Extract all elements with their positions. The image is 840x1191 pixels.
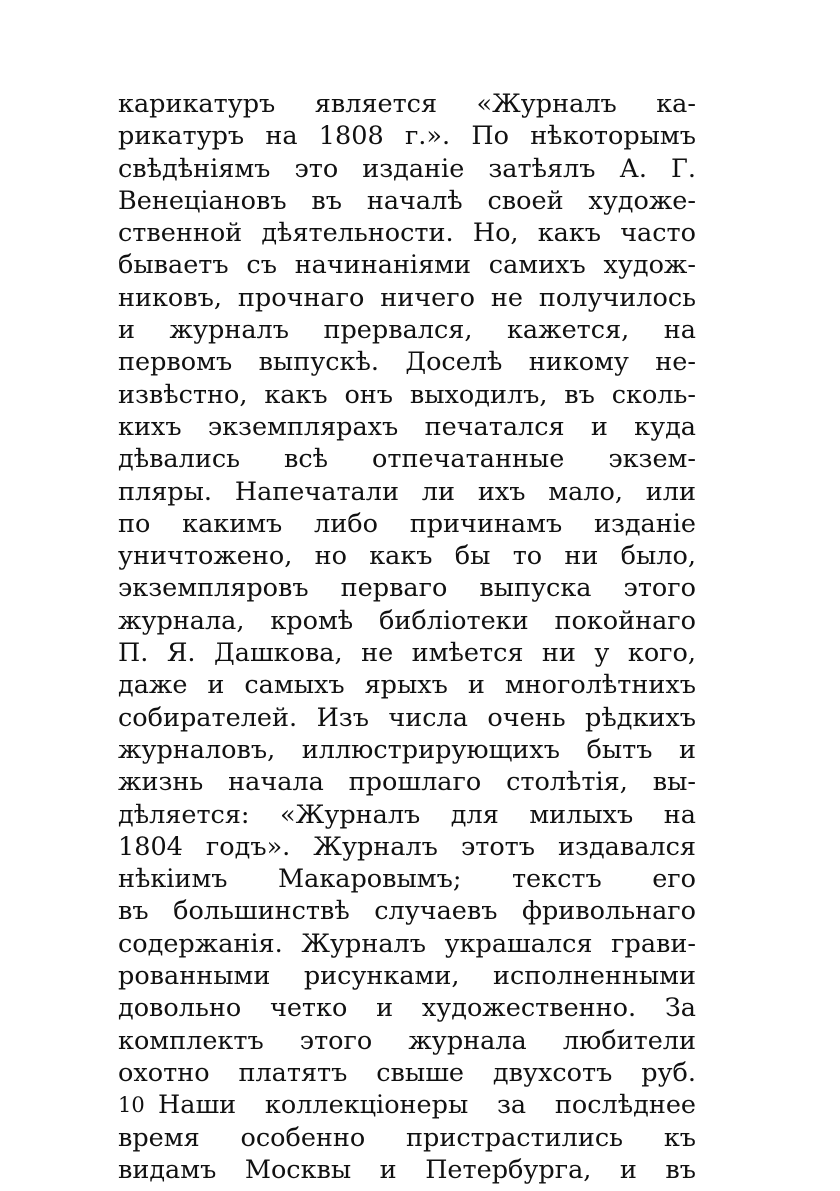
text-line: даже и самыхъ ярыхъ и многолѣтнихъ [118,670,696,701]
text-line: содержанія. Журналъ украшался грави- [118,928,696,959]
text-line: довольно четко и художественно. За [118,993,696,1024]
text-line: журнала, кромѣ библіотеки покойнаго [118,605,696,636]
text-line: собирателей. Изъ числа очень рѣдкихъ [118,702,696,733]
text-line: журналовъ, иллюстрирующихъ бытъ и [118,734,696,765]
page-number: 10 [118,1093,145,1117]
text-line: по какимъ либо причинамъ изданіе [118,508,696,539]
text-line: нѣкіимъ Макаровымъ; текстъ его [118,864,696,895]
text-line-paragraph-start: Наши коллекціонеры за послѣднее [158,1090,696,1121]
text-line: извѣстно, какъ онъ выходилъ, въ сколь- [118,379,696,410]
text-line: бываетъ съ начинаніями самихъ худож- [118,250,696,281]
text-line: первомъ выпускѣ. Доселѣ никому не- [118,347,696,378]
text-line: 1804 годъ». Журналъ этотъ издавался [118,831,696,862]
text-line: видамъ Москвы и Петербурга, и въ [118,1154,696,1185]
text-line: пляры. Напечатали ли ихъ мало, или [118,476,696,507]
text-line: комплектъ этого журнала любители [118,1025,696,1056]
text-line: кихъ экземплярахъ печатался и куда [118,411,696,442]
text-line: свѣдѣніямъ это изданіе затѣялъ А. Г. [118,153,696,184]
text-line: и журналъ прервался, кажется, на [118,315,696,346]
text-line: дѣвались всѣ отпечатанные экзем- [118,444,696,475]
text-line: рикатуръ на 1808 г.». По нѣкоторымъ [118,121,696,152]
text-line: уничтожено, но какъ бы то ни было, [118,541,696,572]
text-line: Венеціановъ въ началѣ своей художе- [118,185,696,216]
text-line: карикатуръ является «Журналъ ка- [118,89,696,119]
text-line: экземпляровъ перваго выпуска этого [118,573,696,604]
text-line: ственной дѣятельности. Но, какъ часто [118,218,696,249]
body-text [118,88,696,1186]
text-line: жизнь начала прошлаго столѣтія, вы- [118,767,696,798]
text-line: дѣляется: «Журналъ для милыхъ на [118,799,696,830]
text-line: рованными рисунками, исполненными [118,961,696,992]
text-line: въ большинствѣ случаевъ фривольнаго [118,896,696,927]
text-line: никовъ, прочнаго ничего не получилось [118,282,696,313]
text-line: П. Я. Дашкова, не имѣется ни у кого, [118,638,696,669]
text-line: охотно платятъ свыше двухсотъ руб. [118,1057,696,1088]
text-line: время особенно пристрастились къ [118,1122,696,1153]
